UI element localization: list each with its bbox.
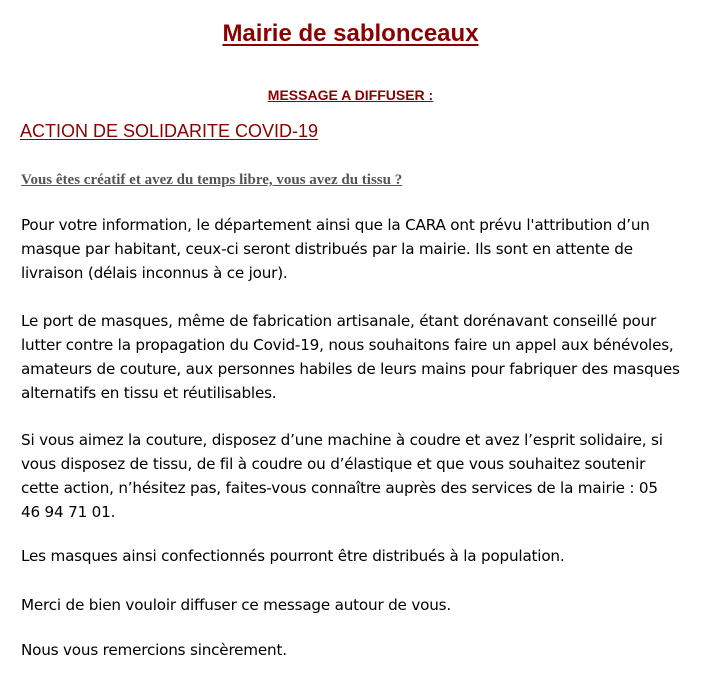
message-subtitle: MESSAGE A DIFFUSER :	[267, 87, 434, 103]
question-line: Vous êtes créatif et avez du temps libre, vous avez du tissu ?	[21, 172, 403, 188]
page-title: Mairie de sablonceaux	[222, 20, 479, 47]
paragraph-share: Merci de bien vouloir diffuser ce message autour de vous.	[21, 596, 451, 614]
paragraph-thanks: Nous vous remercions sincèrement.	[21, 641, 287, 659]
paragraph-information: Pour votre information, le département ainsi que la CARA ont prévu l'attribution d’un masque par habitant, ceux-ci seront distribués par la mairie. Ils sont en attente de livraison (délais inconnus à ce jour).	[21, 216, 650, 282]
paragraph-contact: Si vous aimez la couture, disposez d’une machine à coudre et avez l’esprit solidaire, si vous disposez de tissu, de fil à coudre ou d’élastique et que vous souhaitez soutenir cette action, n’hésitez pas, faites-vous connaître auprès des services de la mairie : 05 46 94 71 01.	[21, 431, 663, 521]
section-heading: ACTION DE SOLIDARITE COVID-19	[20, 121, 319, 141]
paragraph-distribution: Les masques ainsi confectionnés pourront être distribués à la population.	[21, 547, 565, 565]
paragraph-masks-appeal: Le port de masques, même de fabrication artisanale, étant dorénavant conseillé pour lutter contre la propagation du Covid-19, nous souhaitons faire un appel aux bénévoles, amateurs de couture, aux personnes habiles de leurs mains pour fabriquer des masques alternatifs en tissu et réutilisables.	[21, 312, 680, 402]
